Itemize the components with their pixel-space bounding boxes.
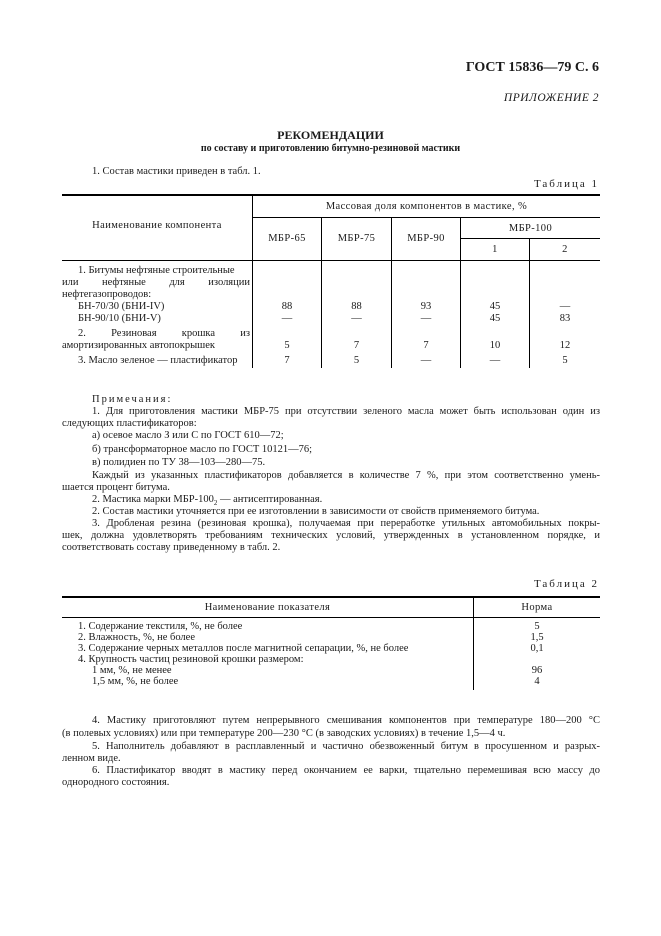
table1-header-component: Наименование компонента bbox=[92, 220, 222, 231]
appendix-label: ПРИЛОЖЕНИЕ 2 bbox=[503, 92, 599, 104]
document-code: ГОСТ 15836—79 С. 6 bbox=[465, 60, 599, 75]
body-paragraph: однородного состояния. bbox=[62, 777, 170, 788]
table1-row1-label: или нефтяные для изоляции bbox=[62, 277, 250, 288]
note-paragraph: следующих пластификаторов: bbox=[62, 418, 197, 429]
body-paragraph: ленном виде. bbox=[62, 753, 121, 764]
table1-cell: — bbox=[489, 355, 501, 366]
table2-row-name: 4. Крупность частиц резиновой крошки размером: bbox=[78, 654, 304, 665]
note-paragraph: Каждый из указанных пластификаторов добавляется в количестве 7 %, при этом соответственно умень- bbox=[92, 470, 600, 481]
table2-row-name: 1 мм, %, не менее bbox=[92, 665, 172, 676]
table1-subcol-1: 1 bbox=[492, 244, 498, 255]
table2-row-name: 3. Содержание черных металлов после магнитной сепарации, %, не более bbox=[78, 643, 409, 654]
table1-col-mbr90: МБР-90 bbox=[407, 233, 445, 244]
table1-cell: 45 bbox=[489, 301, 501, 312]
table1-rule bbox=[460, 238, 600, 239]
table2-row-name: 1. Содержание текстиля, %, не более bbox=[78, 621, 243, 632]
table1-row1-label: нефтегазопроводов: bbox=[62, 289, 152, 300]
table1-col-mbr75: МБР-75 bbox=[337, 233, 376, 244]
body-paragraph: 6. Пластификатор вводят в мастику перед окончанием ее варки, тщательно перемешивая всю массу до bbox=[92, 765, 600, 776]
body-paragraph: 4. Мастику приготовляют путем непрерывного смешивания компонентов при температуре 180—200 °С bbox=[92, 715, 600, 726]
page-subtitle: по составу и приготовлению битумно-резиновой мастики bbox=[200, 143, 461, 154]
table2-header-name: Наименование показателя bbox=[204, 602, 331, 613]
table1-caption: Таблица 1 bbox=[533, 178, 599, 190]
table2-row-norm: 5 bbox=[534, 621, 540, 632]
table2-row-norm: 0,1 bbox=[530, 643, 544, 654]
body-paragraph: 5. Наполнитель добавляют в расплавленный и частично обезвоженный битум в просушенном и разрых- bbox=[92, 741, 600, 752]
table1-cell: — bbox=[420, 355, 432, 366]
table1-cell: 45 bbox=[489, 313, 501, 324]
table2-row-name: 1,5 мм, %, не более bbox=[92, 676, 179, 687]
table1-cell: 5 bbox=[284, 340, 290, 351]
note-paragraph: соответствовать составу приведенному в табл. 2. bbox=[62, 542, 281, 553]
table2-header-norm: Норма bbox=[521, 602, 553, 613]
table1-header-rule bbox=[62, 260, 600, 261]
table1-cell: 88 bbox=[351, 301, 362, 312]
page-title: РЕКОМЕНДАЦИИ bbox=[277, 128, 384, 142]
note-text: — антисептированная. bbox=[217, 494, 323, 505]
note-paragraph: 1. Для приготовления мастики МБР-75 при отсутствии зеленого масла может быть использован один из bbox=[92, 406, 600, 417]
table1-col-mbr65: МБР-65 bbox=[268, 233, 306, 244]
table2-row-name: 2. Влажность, %, не более bbox=[78, 632, 195, 643]
table1-cell: 5 bbox=[562, 355, 568, 366]
table1-row2-label: 2. Резиновая крошка из bbox=[78, 328, 250, 339]
note-list-item: а) осевое масло З или С по ГОСТ 610—72; bbox=[92, 430, 284, 441]
intro-paragraph: 1. Состав мастики приведен в табл. 1. bbox=[92, 166, 261, 177]
table1-header-mass: Массовая доля компонентов в мастике, % bbox=[325, 201, 528, 212]
note-subscript: 2 bbox=[213, 499, 218, 508]
note-paragraph: 2. Состав мастики уточняется при ее изготовлении в зависимости от свойств применяемого битума. bbox=[92, 506, 540, 517]
table2-row-norm: 96 bbox=[531, 665, 543, 676]
table2-top-rule bbox=[62, 596, 600, 598]
table1-top-rule bbox=[62, 194, 600, 196]
table1-cell: — bbox=[281, 313, 293, 324]
table1-cell: 12 bbox=[559, 340, 571, 351]
table1-cell: 7 bbox=[284, 355, 290, 366]
note-list-item: в) полидиен по ТУ 38—103—280—75. bbox=[92, 457, 266, 468]
table1-cell: 83 bbox=[559, 313, 571, 324]
body-paragraph: (в полевых условиях) или при температуре 200—230 °С (в заводских условиях) в течение 1,5—4 ч. bbox=[62, 728, 506, 739]
table2-caption: Таблица 2 bbox=[533, 578, 599, 590]
table1-cell: — bbox=[559, 301, 571, 312]
table1-row2-label: амортизированных автопокрышек bbox=[62, 340, 215, 351]
table1-cell: 7 bbox=[423, 340, 429, 351]
table1-cell: 7 bbox=[353, 340, 360, 351]
table1-cell: — bbox=[351, 313, 362, 324]
note-paragraph: шек, должна удовлетворять требованиям технических условий, утвержденных в установленном порядке, и bbox=[62, 530, 600, 541]
table2-header-rule bbox=[62, 617, 600, 618]
table1-cell: 5 bbox=[353, 355, 360, 366]
table1-rule bbox=[253, 217, 600, 218]
table1-subcol-2: 2 bbox=[562, 244, 568, 255]
note-paragraph: шается процент битума. bbox=[62, 482, 170, 493]
table1-cell: 88 bbox=[281, 301, 293, 312]
table1-row1-item: БН-90/10 (БНИ-V) bbox=[78, 313, 161, 324]
note-text: 2. Мастика марки МБР-100 bbox=[92, 494, 214, 505]
note-list-item: б) трансформаторное масло по ГОСТ 10121—76; bbox=[92, 444, 313, 455]
table1-col-mbr100: МБР-100 bbox=[508, 223, 553, 234]
table1-row1-label: 1. Битумы нефтяные строительные bbox=[78, 265, 235, 276]
table1-cell: 93 bbox=[420, 301, 432, 312]
table1-row1-item: БН-70/30 (БНИ-IV) bbox=[78, 301, 165, 312]
notes-heading: Примечания: bbox=[92, 394, 173, 405]
table2-row-norm: 1,5 bbox=[530, 632, 544, 643]
table1-row3-label: 3. Масло зеленое — пластификатор bbox=[78, 355, 238, 366]
table1-cell: 10 bbox=[489, 340, 501, 351]
table2-row-norm: 4 bbox=[534, 676, 540, 687]
note-paragraph: 3. Дробленая резина (резиновая крошка), получаемая при переработке утильных автомобильных покры- bbox=[92, 518, 600, 529]
table1-cell: — bbox=[420, 313, 432, 324]
